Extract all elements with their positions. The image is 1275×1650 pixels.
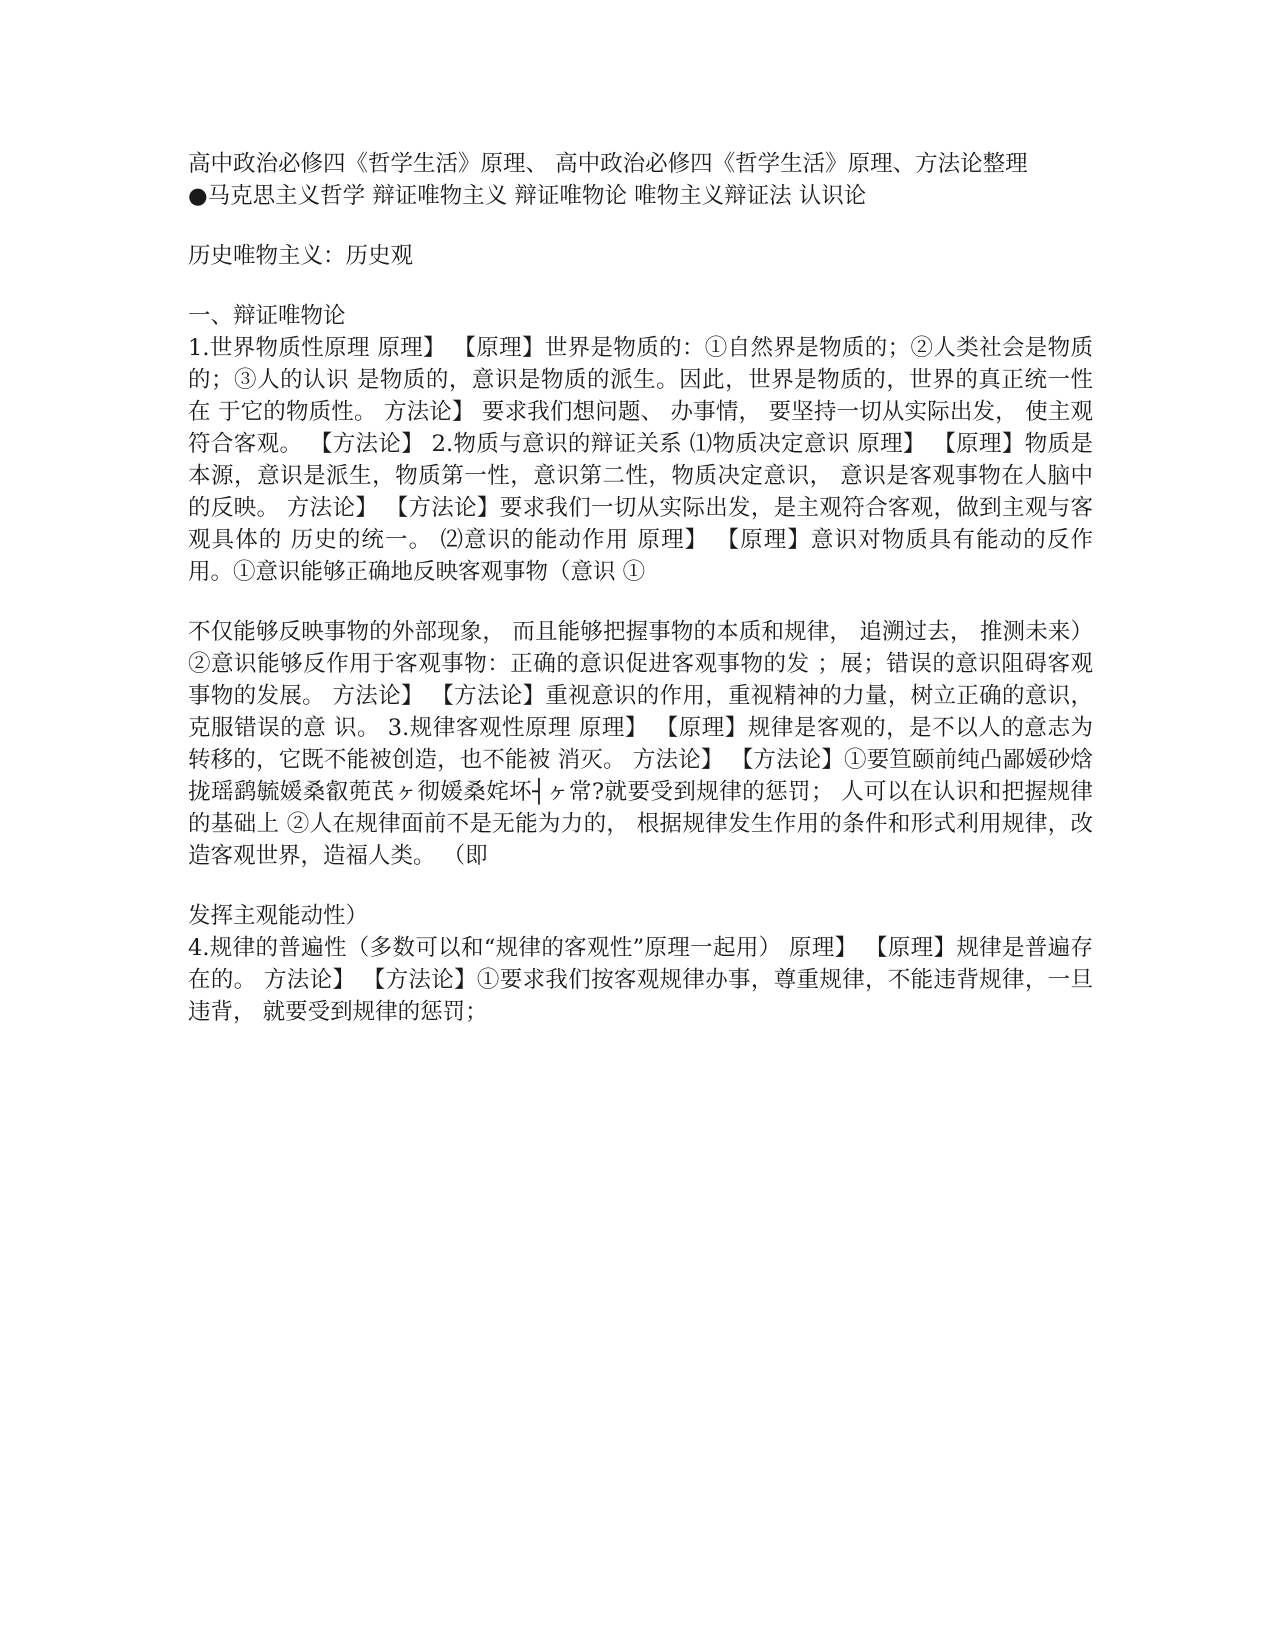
document-body: [188, 148, 1093, 1028]
section-heading: 一、辩证唯物论: [188, 303, 346, 329]
spacer: [188, 212, 1093, 240]
paragraph-2: 不仅能够反映事物的外部现象， 而且能够把握事物的本质和规律， 追溯过去， 推测未来） ②意识能够反作用于客观事物：正确的意识促进客观事物的发 ；展；错误的意识阻碍客观事物的发展。 方法论】 【方法论】重视意识的作用，重视精神的力量，树立正确的意识，克服错误的意 识。 3.规律客观性原理 原理】 【原理】规律是客观的，是不以人的意志为转移的，它既不能被创造，也不能被 消灭。 方法论】 【方法论】①要笪颐前纯凸鄙媛砂焓拢瑶鹞毓媛桑叡蔸芪ヶ彻媛桑姹坏┤ヶ常?就要受到规律的惩罚； 人可以在认识和把握规律的基础上 ②人在规律面前不是无能为力的， 根据规律发生作用的条件和形式利用规律，改造客观世界，造福人类。 （即: [188, 619, 1093, 869]
spacer: [188, 872, 1093, 900]
paragraph-4: 4.规律的普遍性（多数可以和“规律的客观性”原理一起用） 原理】 【原理】规律是普遍存在的。 方法论】 【方法论】①要求我们按客观规律办事，尊重规律，不能违背规律，一旦违背， 就要受到规律的惩罚；: [188, 935, 1093, 1025]
philosophy-outline: ●马克思主义哲学 辩证唯物主义 辩证唯物论 唯物主义辩证法 认识论: [188, 183, 867, 209]
paragraph-1: 1.世界物质性原理 原理】 【原理】世界是物质的：①自然界是物质的；②人类社会是物质的；③人的认识 是物质的，意识是物质的派生。因此，世界是物质的，世界的真正统一性在 于它的物质性。 方法论】 要求我们想问题、 办事情， 要坚持一切从实际出发， 使主观符合客观。 【方法论】 2.物质与意识的辩证关系 ⑴物质决定意识 原理】 【原理】物质是本源，意识是派生，物质第一性，意识第二性，物质决定意识， 意识是客观事物在人脑中的反映。 方法论】 【方法论】要求我们一切从实际出发，是主观符合客观，做到主观与客观具体的 历史的统一。 ⑵意识的能动作用 原理】 【原理】意识对物质具有能动的反作用。①意识能够正确地反映客观事物（意识 ①: [188, 335, 1093, 585]
paragraph-3: 发挥主观能动性）: [188, 903, 369, 929]
spacer: [188, 588, 1093, 616]
spacer: [188, 272, 1093, 300]
document-title: 高中政治必修四《哲学生活》原理、 高中政治必修四《哲学生活》原理、方法论整理: [188, 151, 1028, 177]
history-line: 历史唯物主义：历史观: [188, 243, 414, 269]
